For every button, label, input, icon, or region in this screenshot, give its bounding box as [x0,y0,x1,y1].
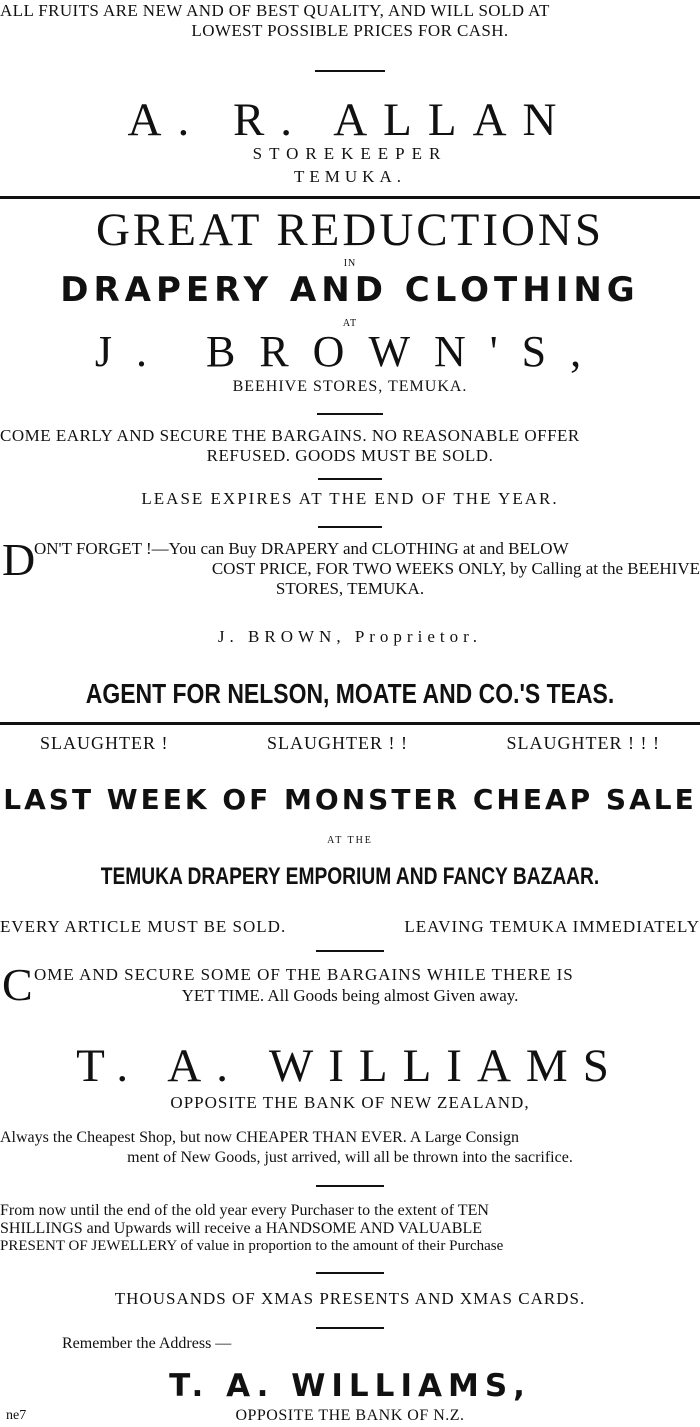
williams-name: T. A. WILLIAMS [76,1040,624,1092]
brown-dont-line-3: STORES, TEMUKA. [275,579,425,598]
williams-come-line-1: OME AND SECURE SOME OF THE BARGAINS WHILE THERE IS [34,965,574,984]
present-line-1: From now until the end of the old year every Purchaser to the extent of TEN [0,1202,489,1219]
williams-opposite: OPPOSITE THE BANK OF NEW ZEALAND, [170,1093,530,1112]
fruits-line-1: ALL FRUITS ARE NEW AND OF BEST QUALITY, AND WILL SOLD AT [0,1,550,20]
slaughter-1: SLAUGHTER ! [40,733,169,753]
page-code: ne7 [6,1408,27,1423]
section-rule [0,722,700,725]
brown-at: AT [342,318,358,329]
remember-line: Remember the Address — [62,1335,232,1352]
slaughter-3: SLAUGHTER ! ! ! [506,733,660,753]
williams-opposite-short: OPPOSITE THE BANK OF N.Z. [235,1407,465,1424]
brown-agent: AGENT FOR NELSON, MOATE AND CO.'S TEAS. [85,678,615,709]
brown-subject: DRAPERY AND CLOTHING [60,270,640,310]
brown-come-line-2: REFUSED. GOODS MUST BE SOLD. [206,446,494,465]
brown-dont-line-1: ON'T FORGET !—You can Buy DRAPERY and CLOTHING at and BELOW [34,539,569,558]
divider [316,1327,384,1329]
brown-come-line-1-text: COME EARLY AND SECURE THE BARGAINS. NO REASONABLE OFFER [0,426,580,445]
dont-dropcap: D [2,534,36,585]
divider [317,413,383,415]
divider [316,950,384,952]
brown-store: BEEHIVE STORES, TEMUKA. [232,378,468,395]
every-article: EVERY ARTICLE MUST BE SOLD. [0,917,287,936]
last-week-headline: LAST WEEK OF MONSTER CHEAP SALE [3,783,697,816]
allan-name: A. R. ALLAN [127,94,573,146]
divider [318,478,382,480]
at-the: AT THE [327,835,373,846]
divider [318,526,382,528]
allan-occupation: STOREKEEPER [252,144,448,163]
brown-headline: GREAT REDUCTIONS [95,204,605,256]
come-dropcap: C [2,959,33,1010]
cheap-line-1: Always the Cheapest Shop, but now CHEAPER THAN EVER. A Large Consign [0,1129,519,1146]
brown-come-line-1 [0,427,700,444]
present-line-2: SHILLINGS and Upwards will receive a HANDSOME AND VALUABLE [0,1220,483,1237]
cheap-line-2: ment of New Goods, just arrived, will all be thrown into the sacrifice. [127,1149,573,1166]
present-line-3: PRESENT OF JEWELLERY of value in proportion to the amount of their Purchase [0,1238,504,1254]
fruits-line-2: LOWEST POSSIBLE PRICES FOR CASH. [191,21,509,40]
leaving-temuka: LEAVING TEMUKA IMMEDIATELY [404,917,700,936]
divider [316,1185,384,1187]
brown-proprietor: J. BROWN, Proprietor. [217,627,483,646]
brown-lease: LEASE EXPIRES AT THE END OF THE YEAR. [141,489,559,508]
xmas-line: THOUSANDS OF XMAS PRESENTS AND XMAS CARDS. [114,1289,586,1308]
williams-name-bold: T. A. WILLIAMS, [169,1368,531,1404]
allan-town: TEMUKA. [294,167,406,186]
slaughter-row [40,734,660,752]
brown-name: J. BROWN'S, [94,327,606,376]
williams-come-line-2: YET TIME. All Goods being almost Given away. [181,986,519,1005]
every-article-row [0,918,700,935]
brown-dont-line-2: COST PRICE, FOR TWO WEEKS ONLY, by Calling at the BEEHIVE [211,559,700,578]
divider [315,70,385,72]
divider [316,1272,384,1274]
brown-in: IN [343,258,357,269]
emporium-line: TEMUKA DRAPERY EMPORIUM AND FANCY BAZAAR. [100,863,600,890]
section-rule [0,196,700,199]
slaughter-2: SLAUGHTER ! ! [267,733,408,753]
